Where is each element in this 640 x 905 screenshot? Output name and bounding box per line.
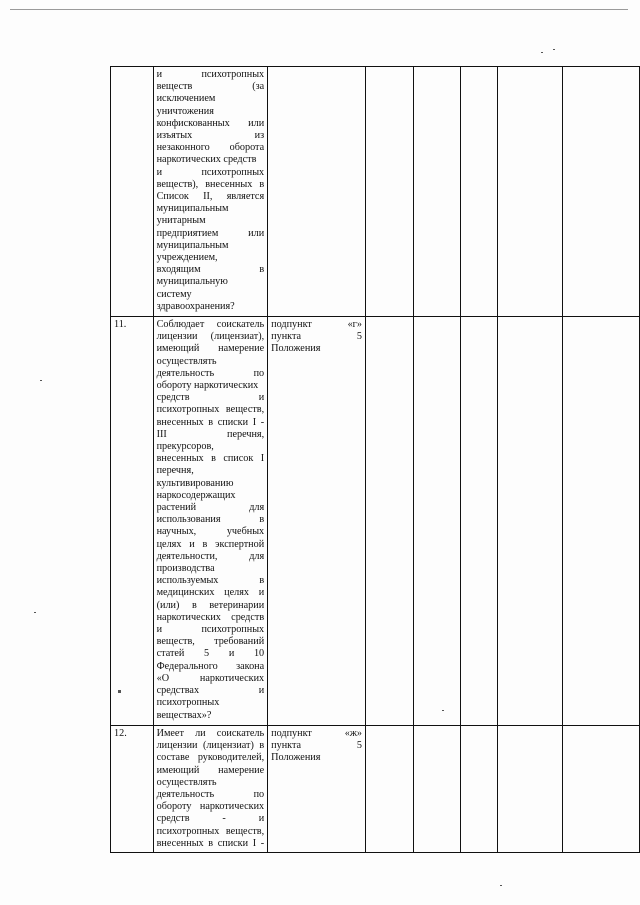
question-line: веществ), внесенных в [156, 178, 265, 190]
question-line: внесенных в списки I - [156, 837, 265, 849]
answer-cell [563, 67, 640, 317]
question-line: внесенных в списки I - [156, 416, 265, 428]
answer-cell [365, 67, 413, 317]
question-line: растений для [156, 502, 265, 514]
question-line: входящим в [156, 264, 265, 276]
question-cell [153, 67, 268, 317]
table-row [111, 317, 640, 726]
scan-speck [40, 380, 42, 381]
question-line: и психотропных [156, 69, 265, 80]
question-line: средств и [156, 392, 265, 404]
answer-cell [563, 317, 640, 726]
question-line: систему [156, 288, 192, 300]
question-line: имеющий намерение [156, 343, 265, 355]
question-line: «О наркотических [156, 672, 265, 684]
question-line: прекурсоров, [156, 441, 214, 453]
answer-cell [461, 317, 498, 726]
answer-cell [563, 726, 640, 853]
question-line: психотропных веществ, [156, 404, 265, 416]
question-line: и психотропных [156, 166, 265, 178]
question-line: унитарным [156, 215, 206, 227]
scan-speck [34, 612, 36, 613]
question-line: конфискованных или [156, 117, 265, 129]
answer-cell [365, 726, 413, 853]
question-line: перечня, [156, 465, 194, 477]
question-line: Соблюдает соискатель [156, 319, 265, 330]
reference-line: Положения [271, 752, 321, 764]
question-line: деятельность по [156, 367, 265, 379]
answer-cell [498, 317, 563, 726]
reference-line: Положения [271, 343, 321, 355]
top-scan-rule [10, 9, 628, 10]
question-line: уничтожения [156, 105, 214, 117]
item-number [111, 67, 154, 317]
scan-speck [553, 49, 555, 50]
question-line: учреждением, [156, 252, 218, 264]
question-line: муниципальную [156, 276, 228, 288]
answer-cell [461, 726, 498, 853]
question-line: наркотических средств [156, 154, 257, 166]
question-line: III перечня, [156, 428, 265, 440]
question-line: психотропных [156, 697, 220, 709]
table-row [111, 67, 640, 317]
question-line: средствах и [156, 685, 265, 697]
question-line: (или) в ветеринарии [156, 599, 265, 611]
question-line: муниципальным [156, 239, 229, 251]
question-line: психотропных веществ, [156, 825, 265, 837]
question-line: осуществлять [156, 776, 217, 788]
question-line: культивированию [156, 477, 234, 489]
checklist-table [110, 66, 640, 853]
question-line: и психотропных [156, 624, 265, 636]
reference-line: подпункт «ж» [271, 728, 362, 739]
question-line: незаконного оборота [156, 142, 265, 154]
question-line: медицинских целях и [156, 587, 265, 599]
question-line: целях и в экспертной [156, 538, 265, 550]
reference-cell [268, 67, 366, 317]
scan-speck [541, 52, 543, 53]
answer-cell [498, 726, 563, 853]
answer-cell [413, 317, 461, 726]
answer-cell [461, 67, 498, 317]
item-number: 11. [111, 317, 154, 726]
question-line: здравоохранения? [156, 300, 235, 312]
question-line: деятельности, для [156, 550, 265, 562]
question-line: Федерального закона [156, 660, 265, 672]
question-line: муниципальным [156, 203, 229, 215]
question-line: научных, учебных [156, 526, 265, 538]
question-line: статей 5 и 10 [156, 648, 265, 660]
reference-line: пункта 5 [271, 740, 362, 752]
reference-line: пункта 5 [271, 331, 362, 343]
question-line: наркосодержащих [156, 489, 236, 501]
question-line: использования в [156, 514, 265, 526]
question-line: исключением [156, 93, 216, 105]
question-cell [153, 726, 268, 853]
reference-cell [268, 726, 366, 853]
table-row [111, 726, 640, 853]
question-line: наркотических средств [156, 611, 265, 623]
question-line: производства [156, 563, 215, 575]
question-line: имеющий намерение [156, 764, 265, 776]
question-line: веществ (за [156, 81, 265, 93]
question-line: лицензии (лицензиат), [156, 331, 265, 343]
question-line: веществах»? [156, 709, 212, 721]
question-line: лицензии (лицензиат) в [156, 740, 265, 752]
reference-line: подпункт «г» [271, 319, 362, 330]
question-line: используемых в [156, 575, 265, 587]
question-line: деятельность по [156, 789, 265, 801]
answer-cell [365, 317, 413, 726]
answer-cell [498, 67, 563, 317]
question-line: изъятых из [156, 130, 265, 142]
question-line: Список II, является [156, 191, 265, 203]
reference-cell [268, 317, 366, 726]
answer-cell [413, 67, 461, 317]
question-line: Имеет ли соискатель [156, 728, 265, 739]
question-line: внесенных в список I [156, 453, 265, 465]
item-number: 12. [111, 726, 154, 853]
question-cell [153, 317, 268, 726]
question-line: составе руководителей, [156, 752, 265, 764]
question-line: веществ, требований [156, 636, 265, 648]
question-line: обороту наркотических [156, 380, 259, 392]
scan-speck [500, 885, 502, 886]
answer-cell [413, 726, 461, 853]
question-line: предприятием или [156, 227, 265, 239]
question-line: осуществлять [156, 355, 217, 367]
question-line: средств - и [156, 813, 265, 825]
question-line: обороту наркотических [156, 801, 265, 813]
